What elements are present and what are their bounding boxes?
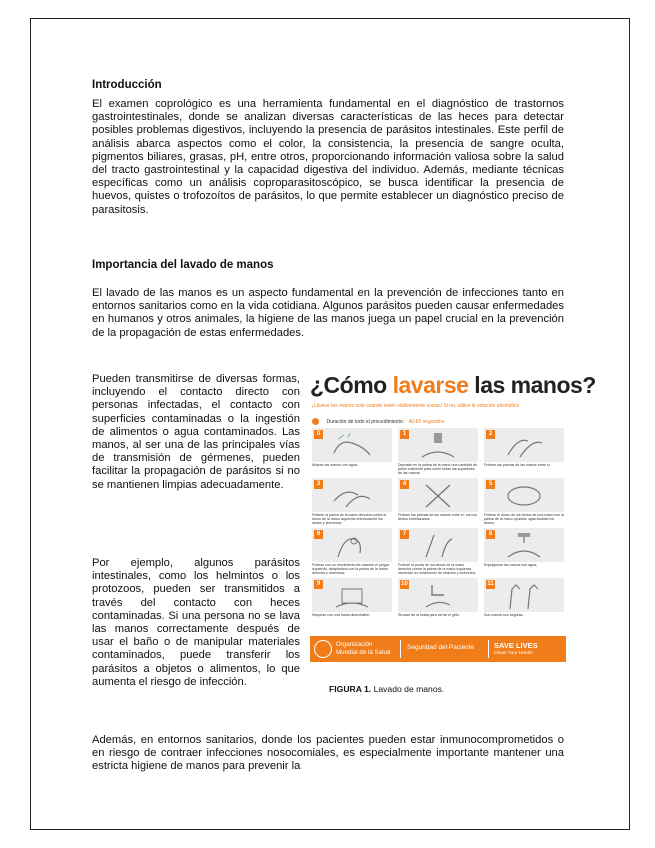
step-cell: 1 Deposite en la palma de la mano una cantidad de jabón suficiente para cubrir todas las superficies de las manos;	[398, 428, 478, 474]
figure-caption: FIGURA 1. Lavado de manos.	[329, 684, 445, 694]
importance-paragraph: El lavado de las manos es un aspecto fundamental en la prevención de infecciones tanto en entornos sanitarios como en la vida cotidiana. Algunos parásitos pueden causar enfermedades en humanos y otros animales, la higiene de las manos juega un papel crucial en la prevención de la propagación de estas enfermedades.	[92, 287, 564, 339]
transmission-paragraph: Pueden transmitirse de diversas formas, incluyendo el contacto directo con personas infectadas, el contacto con superficies contaminadas o la ingestión de alimentos o agua contaminados. Las manos, al ser una de las principales vías de transmisión de gérmenes, pueden facilitar la propagación de parásitos si no se mantienen limpias adecuadamente.	[92, 373, 300, 491]
intro-paragraph: El examen coprológico es una herramienta fundamental en el diagnóstico de trastornos gastrointestinales, donde se analizan diversas características de las heces para detectar posibles problemas digestivos, incluyendo la presencia de parásitos intestinales. Este perfil de análisis abarca aspectos como el color, la consistencia, la presencia de sangre oculta, pigmentos biliares, grasas, pH, entre otros, proporcionando información valiosa sobre la salud del tracto gastrointestinal y la capacidad digestiva del individuo. Además, mediante técnicas específicas como un análisis coproparasitoscópico, se busca identificar la presencia de huevos, quistes o trofozoítos de parásitos, lo que permite establecer un diagnóstico preciso de parasitosis.	[92, 98, 564, 216]
poster-duration: Duración de todo el procedimiento: 40-60 segundos	[312, 413, 562, 423]
poster-subtitle: ¡Lávese las manos solo cuando estén visiblemente sucias! Si no, utilice la solución alcohólica	[312, 403, 520, 409]
step-cell: 3 Frótese la palma de la mano derecha contra el dorso de la mano izquierda entrelazando los dedos y viceversa;	[312, 478, 392, 524]
patient-safety-label: Seguridad del Paciente	[407, 644, 475, 651]
save-lives-label: SAVE LIVES	[494, 641, 538, 650]
example-paragraph: Por ejemplo, algunos parásitos intestinales, como los helmintos o los protozoos, pueden ser transmitidos a través del contacto con heces contaminadas. Si una persona no se lava las manos correctamente después de usar el baño o de manipular materiales contaminados, puede transferir los parásitos a objetos o alimentos, lo que aumenta el riesgo de infección.	[92, 557, 300, 688]
step-cell: 10 Sírvase de la toalla para cerrar el grifo;	[398, 578, 478, 624]
step-cell: 7 Frótese la punta de los dedos de la mano derecha contra la palma de la mano izquierda, haciendo un movimiento de rotación y viceversa;	[398, 528, 478, 574]
step-cell: 2 Frótese las palmas de las manos entre sí;	[484, 428, 564, 474]
poster-title: ¿Cómo lavarse las manos?	[310, 372, 596, 398]
intro-heading: Introducción	[92, 79, 162, 91]
step-cell: 11 Sus manos son seguras.	[484, 578, 564, 624]
importance-heading: Importancia del lavado de manos	[92, 259, 274, 271]
poster-footer	[310, 636, 566, 662]
handwashing-poster	[310, 372, 596, 680]
healthcare-paragraph: Además, en entornos sanitarios, donde los pacientes pueden estar inmunocomprometidos o en riesgo de contraer infecciones nosocomiales, es especialmente importante mantener una estricta higiene de manos para prevenir la	[92, 734, 564, 773]
step-cell: 6 Frótese con un movimiento de rotación el pulgar izquierdo, atrapándolo con la palma de la mano derecha y viceversa;	[312, 528, 392, 574]
step-cell: 4 Frótese las palmas de las manos entre sí, con los dedos entrelazados;	[398, 478, 478, 524]
who-name: Organización Mundial de la Salud	[336, 641, 391, 656]
clean-hands-label: Clean Your Hands	[494, 651, 533, 656]
clock-icon	[312, 418, 319, 425]
step-cell: 5 Frótese el dorso de los dedos de una mano con la palma de la mano opuesta, agarrándose los dedos;	[484, 478, 564, 524]
step-cell: 9 Séquese con una toalla desechable;	[312, 578, 392, 624]
step-cell: 8 Enjuáguese las manos con agua;	[484, 528, 564, 574]
who-logo-icon	[314, 640, 332, 658]
step-cell: 0 Mójese las manos con agua;	[312, 428, 392, 474]
